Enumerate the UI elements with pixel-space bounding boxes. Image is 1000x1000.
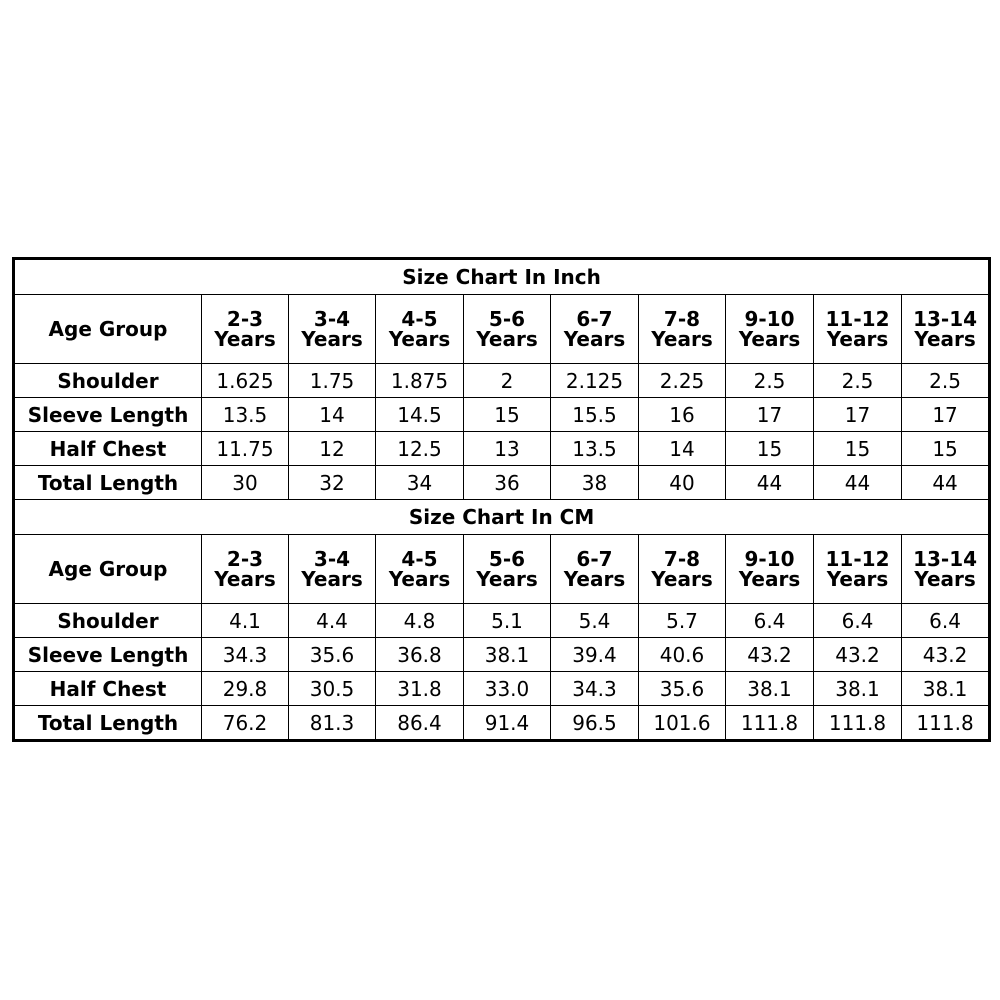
measurement-value: 35.6 xyxy=(289,638,376,672)
measurement-value: 17 xyxy=(902,398,990,432)
measurement-value: 13.5 xyxy=(551,432,639,466)
size-chart xyxy=(12,257,988,742)
measurement-label: Sleeve Length xyxy=(14,638,202,672)
measurement-value: 38.1 xyxy=(902,672,990,706)
measurement-value: 13.5 xyxy=(202,398,289,432)
measurement-value: 29.8 xyxy=(202,672,289,706)
measurement-label: Shoulder xyxy=(14,364,202,398)
measurement-value: 30 xyxy=(202,466,289,500)
measurement-value: 44 xyxy=(814,466,902,500)
age-range-label: 9-10 xyxy=(744,547,795,571)
table-row xyxy=(14,638,990,672)
measurement-value: 43.2 xyxy=(726,638,814,672)
measurement-value: 2.5 xyxy=(814,364,902,398)
measurement-value: 33.0 xyxy=(464,672,551,706)
table-row xyxy=(14,604,990,638)
measurement-value: 15 xyxy=(726,432,814,466)
measurement-value: 111.8 xyxy=(814,706,902,741)
age-column-header xyxy=(464,535,551,604)
age-range-label: 6-7 xyxy=(576,307,613,331)
age-column-header xyxy=(376,295,464,364)
age-unit-label: Years xyxy=(826,327,889,351)
measurement-value: 1.75 xyxy=(289,364,376,398)
age-column-header xyxy=(639,295,726,364)
age-group-header: Age Group xyxy=(14,295,202,364)
age-unit-label: Years xyxy=(738,327,801,351)
measurement-value: 38.1 xyxy=(726,672,814,706)
measurement-value: 12 xyxy=(289,432,376,466)
measurement-value: 38.1 xyxy=(814,672,902,706)
age-unit-label: Years xyxy=(388,567,451,591)
measurement-value: 44 xyxy=(726,466,814,500)
measurement-value: 34.3 xyxy=(202,638,289,672)
section-title-inch: Size Chart In Inch xyxy=(14,259,990,295)
measurement-value: 4.4 xyxy=(289,604,376,638)
measurement-value: 111.8 xyxy=(902,706,990,741)
measurement-value: 15.5 xyxy=(551,398,639,432)
age-unit-label: Years xyxy=(651,567,713,591)
measurement-label: Half Chest xyxy=(14,672,202,706)
age-unit-label: Years xyxy=(301,327,363,351)
age-unit-label: Years xyxy=(914,567,976,591)
measurement-label: Total Length xyxy=(14,706,202,741)
measurement-value: 86.4 xyxy=(376,706,464,741)
measurement-value: 40 xyxy=(639,466,726,500)
age-range-label: 13-14 xyxy=(913,547,978,571)
measurement-value: 4.8 xyxy=(376,604,464,638)
section-title-cm: Size Chart In CM xyxy=(14,500,990,535)
age-unit-label: Years xyxy=(388,327,451,351)
measurement-value: 43.2 xyxy=(902,638,990,672)
age-range-label: 11-12 xyxy=(825,307,890,331)
measurement-value: 2.125 xyxy=(551,364,639,398)
measurement-value: 14.5 xyxy=(376,398,464,432)
measurement-label: Sleeve Length xyxy=(14,398,202,432)
measurement-value: 35.6 xyxy=(639,672,726,706)
measurement-value: 36 xyxy=(464,466,551,500)
measurement-value: 14 xyxy=(289,398,376,432)
measurement-value: 2.5 xyxy=(902,364,990,398)
age-unit-label: Years xyxy=(476,327,538,351)
age-range-label: 11-12 xyxy=(825,547,890,571)
age-range-label: 5-6 xyxy=(488,547,526,571)
age-range-label: 2-3 xyxy=(226,547,264,571)
measurement-value: 30.5 xyxy=(289,672,376,706)
measurement-value: 91.4 xyxy=(464,706,551,741)
age-unit-label: Years xyxy=(214,327,276,351)
measurement-value: 96.5 xyxy=(551,706,639,741)
age-unit-label: Years xyxy=(301,567,363,591)
age-range-label: 5-6 xyxy=(488,307,526,331)
age-range-label: 3-4 xyxy=(313,547,351,571)
age-range-label: 7-8 xyxy=(663,547,701,571)
measurement-value: 32 xyxy=(289,466,376,500)
measurement-value: 6.4 xyxy=(902,604,990,638)
table-row xyxy=(14,466,990,500)
measurement-value: 15 xyxy=(814,432,902,466)
measurement-value: 34.3 xyxy=(551,672,639,706)
measurement-value: 15 xyxy=(464,398,551,432)
age-column-header xyxy=(814,535,902,604)
age-range-label: 3-4 xyxy=(313,307,351,331)
age-range-label: 4-5 xyxy=(401,547,438,571)
measurement-value: 81.3 xyxy=(289,706,376,741)
header-row-inch xyxy=(14,295,990,364)
age-range-label: 9-10 xyxy=(744,307,795,331)
age-range-label: 13-14 xyxy=(913,307,978,331)
measurement-value: 6.4 xyxy=(814,604,902,638)
age-column-header xyxy=(376,535,464,604)
measurement-value: 40.6 xyxy=(639,638,726,672)
section-title-row-cm xyxy=(14,500,990,535)
age-column-header xyxy=(202,535,289,604)
age-range-label: 6-7 xyxy=(576,547,613,571)
measurement-value: 34 xyxy=(376,466,464,500)
measurement-value: 36.8 xyxy=(376,638,464,672)
age-range-label: 2-3 xyxy=(226,307,264,331)
age-column-header xyxy=(551,295,639,364)
measurement-value: 31.8 xyxy=(376,672,464,706)
age-column-header xyxy=(814,295,902,364)
age-column-header xyxy=(464,295,551,364)
age-column-header xyxy=(289,535,376,604)
table-row xyxy=(14,672,990,706)
measurement-value: 15 xyxy=(902,432,990,466)
measurement-value: 101.6 xyxy=(639,706,726,741)
measurement-value: 17 xyxy=(726,398,814,432)
size-chart-table xyxy=(12,257,991,742)
measurement-value: 4.1 xyxy=(202,604,289,638)
measurement-value: 5.1 xyxy=(464,604,551,638)
measurement-label: Shoulder xyxy=(14,604,202,638)
table-row xyxy=(14,432,990,466)
age-unit-label: Years xyxy=(563,327,626,351)
measurement-value: 13 xyxy=(464,432,551,466)
measurement-value: 11.75 xyxy=(202,432,289,466)
age-column-header xyxy=(726,295,814,364)
section-title-row-inch xyxy=(14,259,990,295)
age-column-header xyxy=(639,535,726,604)
age-unit-label: Years xyxy=(563,567,626,591)
age-column-header xyxy=(902,535,990,604)
measurement-value: 76.2 xyxy=(202,706,289,741)
table-row xyxy=(14,398,990,432)
measurement-value: 111.8 xyxy=(726,706,814,741)
table-row xyxy=(14,364,990,398)
measurement-value: 38.1 xyxy=(464,638,551,672)
measurement-value: 2.5 xyxy=(726,364,814,398)
age-unit-label: Years xyxy=(651,327,713,351)
age-unit-label: Years xyxy=(914,327,976,351)
header-row-cm xyxy=(14,535,990,604)
measurement-value: 6.4 xyxy=(726,604,814,638)
age-unit-label: Years xyxy=(738,567,801,591)
measurement-value: 16 xyxy=(639,398,726,432)
measurement-value: 1.625 xyxy=(202,364,289,398)
measurement-value: 2.25 xyxy=(639,364,726,398)
measurement-value: 44 xyxy=(902,466,990,500)
measurement-value: 5.7 xyxy=(639,604,726,638)
age-column-header xyxy=(726,535,814,604)
age-column-header xyxy=(202,295,289,364)
measurement-value: 17 xyxy=(814,398,902,432)
measurement-value: 38 xyxy=(551,466,639,500)
age-range-label: 4-5 xyxy=(401,307,438,331)
measurement-label: Half Chest xyxy=(14,432,202,466)
measurement-value: 2 xyxy=(464,364,551,398)
table-row xyxy=(14,706,990,741)
measurement-value: 14 xyxy=(639,432,726,466)
age-group-header: Age Group xyxy=(14,535,202,604)
measurement-value: 5.4 xyxy=(551,604,639,638)
age-column-header xyxy=(902,295,990,364)
measurement-value: 12.5 xyxy=(376,432,464,466)
measurement-value: 1.875 xyxy=(376,364,464,398)
age-column-header xyxy=(551,535,639,604)
measurement-value: 39.4 xyxy=(551,638,639,672)
age-column-header xyxy=(289,295,376,364)
age-range-label: 7-8 xyxy=(663,307,701,331)
measurement-value: 43.2 xyxy=(814,638,902,672)
age-unit-label: Years xyxy=(476,567,538,591)
age-unit-label: Years xyxy=(826,567,889,591)
age-unit-label: Years xyxy=(214,567,276,591)
measurement-label: Total Length xyxy=(14,466,202,500)
